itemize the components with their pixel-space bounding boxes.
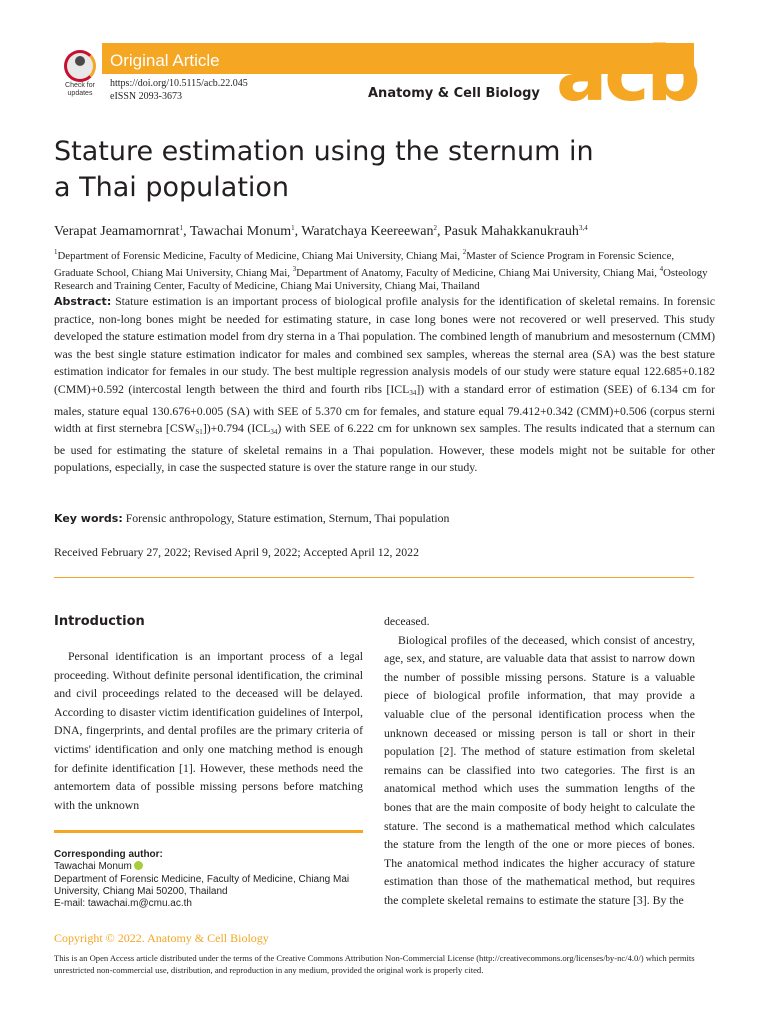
author-list: Verapat Jeamamornrat$^1$, Tawachai Monum$^1$, Waratchaya Keereewan$^2$, Pasuk Mahakkanukrauh$^{3,4}$ bbox=[54, 224, 588, 239]
intro-continuation: deceased. bbox=[384, 614, 430, 628]
eissn-label: eISSN 2093-3673 bbox=[110, 91, 182, 102]
corresponding-divider bbox=[54, 830, 363, 833]
author-name: Waratchaya Keereewan bbox=[301, 224, 434, 239]
author-sup: 1 bbox=[179, 224, 184, 232]
affiliations bbox=[54, 246, 714, 293]
abstract-text: ) with SEE of 6.222 cm for unknown sex samples. The results indicated that a sternum can be used for estimating the stature of skeletal remains in a Thai population. However, these models might not be suitable for other populations, especially, in case the suspected stature is over the stature range in our study. bbox=[54, 421, 715, 475]
affil-text: Osteology Research and Training Center, Faculty of Medicine, Chiang Mai University, Chiang Mai, Thailand bbox=[54, 267, 708, 292]
affil-sup: 1 bbox=[54, 248, 58, 256]
journal-name: Anatomy & Cell Biology bbox=[368, 86, 540, 101]
subscript: 34 bbox=[270, 428, 278, 437]
license-text: This is an Open Access article distributed under the terms of the Creative Commons Attribution Non-Commercial License (http://creativecommons.org/licenses/by-nc/4.0/) which permits unrestricted non-commercial use, distribution, and reproduction in any medium, provided the original work is properly cited. bbox=[54, 953, 695, 975]
author-sup: 3,4 bbox=[578, 224, 588, 232]
affil-sup: 2 bbox=[462, 248, 467, 256]
corresponding-name-line bbox=[54, 861, 363, 873]
affil-text: Department of Forensic Medicine, Faculty of Medicine, Chiang Mai University, Chiang Mai, bbox=[57, 250, 463, 262]
intro-paragraph-1: Personal identification is an important process of a legal proceeding. Without definite personal identification, the criminal and civil proceedings related to the deceased will be delayed. According to disaster victim identification guidelines of Interpol, DNA, fingerprints, and dental profiles are the primary criteria of victims' identification and only one matching method is enough for definite identification [1]. However, these methods need the antemortem data of possible missing persons before matching with the unknown bbox=[54, 649, 363, 812]
doi-link[interactable]: https://doi.org/10.5115/acb.22.045 bbox=[110, 78, 248, 89]
section-divider bbox=[54, 577, 694, 578]
keywords-label: Key words: bbox=[54, 512, 123, 525]
author-sup: 1 bbox=[291, 224, 295, 232]
author-sup: 2 bbox=[433, 224, 438, 232]
abstract-text: ]) with a standard error of estimation (SEE) of 6.134 cm for males, stature equal 130.676+0.005 (SA) with SEE of 5.370 cm for females, and stature equal 79.412+0.342 (CMM)+0.506 (corpus sterni width at first sternebra [CSW bbox=[54, 381, 715, 436]
author-name: Pasuk Mahakkanukrauh bbox=[444, 224, 579, 239]
journal-logo: acb bbox=[556, 29, 698, 118]
article-type-label: Original Article bbox=[110, 51, 220, 70]
corresponding-dept: Department of Forensic Medicine, Faculty of Medicine, Chiang Mai University, Chiang Mai 50200, Thailand bbox=[54, 873, 350, 897]
keywords-text: Forensic anthropology, Stature estimation, Sternum, Thai population bbox=[122, 511, 450, 525]
keywords bbox=[54, 511, 715, 526]
affil-sup: 3 bbox=[292, 265, 297, 273]
corresponding-email[interactable]: E-mail: tawachai.m@cmu.ac.th bbox=[54, 898, 192, 910]
update-ring-icon bbox=[64, 50, 96, 82]
author-name: Verapat Jeamamornrat bbox=[54, 224, 180, 239]
abstract bbox=[54, 293, 715, 477]
intro-paragraph-2: Biological profiles of the deceased, which consist of ancestry, age, sex, and stature, are valuable data that assist to narrow down the number of possible missing persons. Stature is a valuable piece of biological profile information, that may provide a valuable clue of the personal identification process when the unknown deceased or missing person is tall or short in their population [2]. The method of stature estimation from skeletal remains can be classified into two categories. The first is an anatomical method which uses the summation lengths of the bones that are the main composite of body height to calculate the stature. The second is a mathematical method which calculates the stature from the length of the one or more pieces of bones. The anatomical method indicates the higher accuracy of stature estimation than those of the mathematical method, but requires the complete skeletal remains to estimate the stature [3]. By the bbox=[384, 632, 695, 907]
abstract-text: Stature estimation is an important process of biological profile analysis for the identification of skeletal remains. In forensic practice, non-long bones might be needed for estimating stature, in case long bones were not recovered or well preserved. This study developed the stature estimation model from dry sterna in a Thai population. The combined length of manubrium and mesosternum (CMM) was the best single stature estimation indicator for males and combined sex samples, whereas the sternal area (SA) was the best stature estimation indicator for females in our study. The best multiple regression analysis models of our study were stature equal 122.685+0.182 (CMM)+0.592 (intercostal length between the third and fourth ribs [ICL bbox=[54, 294, 715, 396]
orcid-icon[interactable] bbox=[134, 861, 143, 870]
affil-sup: 4 bbox=[659, 265, 664, 273]
corresponding-name: Tawachai Monum bbox=[54, 861, 132, 873]
introduction-heading: Introduction bbox=[54, 614, 145, 629]
bookmark-icon bbox=[75, 56, 85, 66]
corresponding-author-box bbox=[54, 849, 363, 910]
subscript: 34 bbox=[409, 388, 417, 397]
author-name: Tawachai Monum bbox=[189, 224, 292, 239]
affil-text: Master of Science Program in Forensic Science, Graduate School, Chiang Mai University, Chiang Mai, bbox=[54, 250, 675, 279]
copyright: Copyright © 2022. Anatomy & Cell Biology bbox=[54, 931, 269, 945]
article-title bbox=[54, 134, 654, 206]
abstract-label: Abstract: bbox=[54, 295, 112, 308]
affil-text: Department of Anatomy, Faculty of Medicine, Chiang Mai University, Chiang Mai, bbox=[296, 267, 660, 279]
title-line-2: a Thai population bbox=[54, 172, 290, 203]
received-dates: Received February 27, 2022; Revised April 9, 2022; Accepted April 12, 2022 bbox=[54, 545, 419, 559]
abstract-text: ])+0.794 (ICL bbox=[202, 421, 271, 436]
subscript: S1 bbox=[195, 428, 203, 437]
title-line-1: Stature estimation using the sternum in bbox=[54, 136, 594, 167]
badge-text[interactable]: Check for updates bbox=[65, 82, 95, 97]
corresponding-title: Corresponding author: bbox=[54, 849, 163, 860]
right-column bbox=[384, 612, 695, 910]
left-column bbox=[54, 614, 363, 814]
